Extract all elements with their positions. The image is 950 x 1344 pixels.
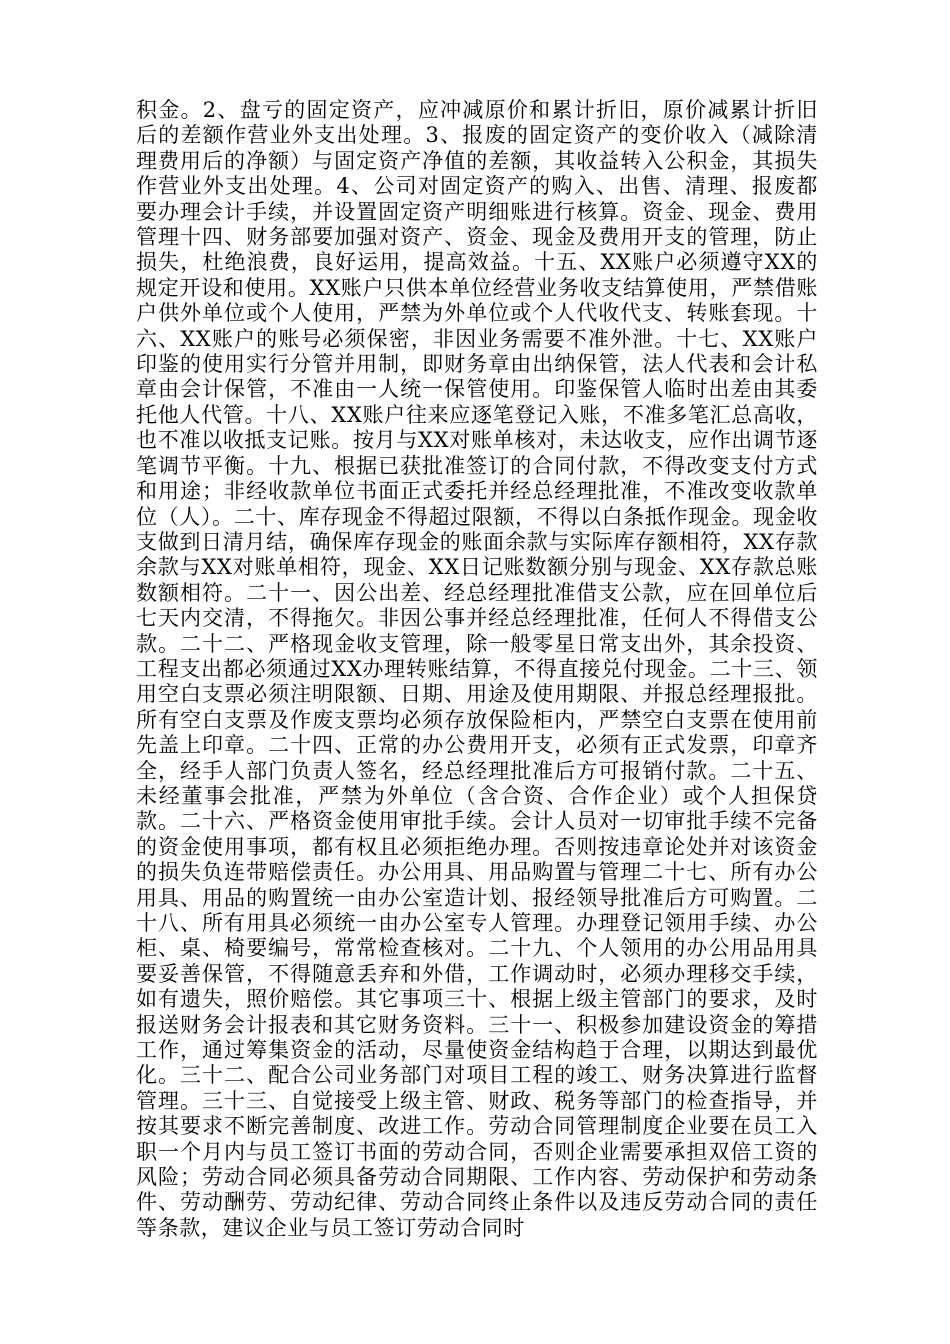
body-paragraph: 积金。2、盘亏的固定资产，应冲减原价和累计折旧，原价减累计折旧后的差额作营业外支出处理。3、报废的固定资产的变价收入（减除清理费用后的净额）与固定资产净值的差额，其收益转入公积金，其损失作营业外支出处理。4、公司对固定资产的购入、出售、清理、报废都要办理会计手续，并设置固定资产明细账进行核算。资金、现金、费用管理十四、财务部要加强对资产、资金、现金及费用开支的管理，防止损失，杜绝浪费，良好运用，提高效益。十五、XX账户必须遵守XX的规定开设和使用。XX账户只供本单位经营业务收支结算使用，严禁借账户供外单位或个人使用，严禁为外单位或个人代收代支、转账套现。十六、XX账户的账号必须保密，非因业务需要不准外泄。十七、XX账户印鉴的使用实行分管并用制，即财务章由出纳保管，法人代表和会计私章由会计保管，不准由一人统一保管使用。印鉴保管人临时出差由其委托他人代管。十八、XX账户往来应逐笔登记入账，不准多笔汇总高收，也不准以收抵支记账。按月与XX对账单核对，未达收支，应作出调节逐笔调节平衡。十九、根据已获批准签订的合同付款，不得改变支付方式和用途；非经收款单位书面正式委托并经总经理批准，不准改变收款单位（人）。二十、库存现金不得超过限额，不得以白条抵作现金。现金收支做到日清月结，确保库存现金的账面余款与实际库存额相符，XX存款余款与XX对账单相符，现金、XX日记账数额分别与现金、XX存款总账数额相符。二十一、因公出差、经总经理批准借支公款，应在回单位后七天内交清，不得拖欠。非因公事并经总经理批准，任何人不得借支公款。二十二、严格现金收支管理，除一般零星日常支出外，其余投资、工程支出都必须通过XX办理转账结算，不得直接兑付现金。二十三、领用空白支票必须注明限额、日期、用途及使用期限、并报总经理报批。所有空白支票及作废支票均必须存放保险柜内，严禁空白支票在使用前先盖上印章。二十四、正常的办公费用开支，必须有正式发票，印章齐全，经手人部门负责人签名，经总经理批准后方可报销付款。二十五、未经董事会批准，严禁为外单位（含合资、合作企业）或个人担保贷款。二十六、严格资金使用审批手续。会计人员对一切审批手续不完备的资金使用事项，都有权且必须拒绝办理。否则按违章论处并对该资金的损失负连带赔偿责任。办公用具、用品购置与管理二十七、所有办公用具、用品的购置统一由办公室造计划、报经领导批准后方可购置。二十八、所有用具必须统一由办公室专人管理。办理登记领用手续、办公柜、桌、椅要编号，常常检查核对。二十九、个人领用的办公用品用具要妥善保管，不得随意丢弃和外借，工作调动时，必须办理移交手续，如有遗失，照价赔偿。其它事项三十、根据上级主管部门的要求，及时报送财务会计报表和其它财务资料。三十一、积极参加建设资金的筹措工作，通过筹集资金的活动，尽量使资金结构趋于合理，以期达到最优化。三十二、配合公司业务部门对项目工程的竣工、财务决算进行监督管理。三十三、自觉接受上级主管、财政、税务等部门的检查指导，并按其要求不断完善制度、改进工作。劳动合同管理制度企业要在员工入职一个月内与员工签订书面的劳动合同，否则企业需要承担双倍工资的风险；劳动合同必须具备劳动合同期限、工作内容、劳动保护和劳动条件、劳动酬劳、劳动纪律、劳动合同终止条件以及违反劳动合同的责任等条款，建议企业与员工签订劳动合同时 (136, 98, 818, 1240)
